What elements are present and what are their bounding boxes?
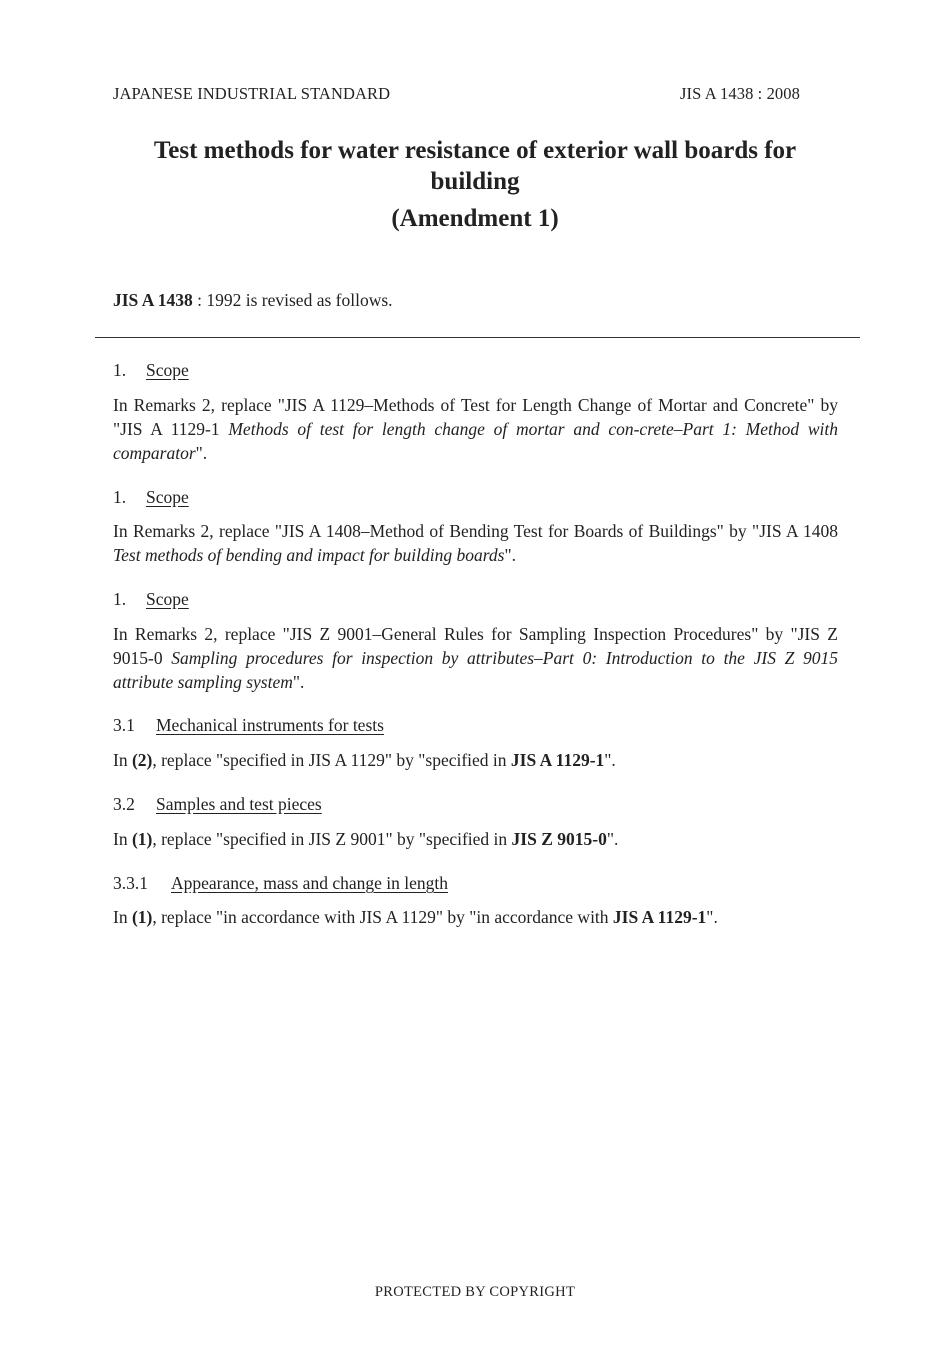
copyright-footer: PROTECTED BY COPYRIGHT [374, 1284, 576, 1300]
section-heading [113, 873, 448, 894]
section-heading [113, 487, 189, 508]
section-title: Appearance, mass and change in length [171, 873, 448, 893]
section-number: 3.3.1 [113, 873, 148, 893]
section-number: 3.1 [113, 715, 135, 735]
section-body [113, 748, 838, 772]
section-text-end: ". [706, 907, 718, 927]
section-italic-title: Methods of test for length change of mortar and con-crete–Part 1: Method with comparator [113, 419, 838, 463]
section-body [113, 519, 838, 567]
item-reference: (2) [131, 750, 153, 770]
item-reference: (1) [131, 829, 153, 849]
section-heading [113, 715, 384, 736]
section-number: 1. [113, 487, 127, 507]
section-text: In Remarks 2, replace "JIS Z 9001–General Rules for Sampling Inspection Procedures" by "JIS Z 9015-0 [113, 624, 838, 668]
section-text-mid: , replace "specified in JIS A 1129" by "specified in [152, 750, 511, 770]
section-text: In [113, 829, 132, 849]
section-body [113, 622, 838, 694]
section-text-end: ". [606, 829, 619, 849]
section-italic-title: Sampling procedures for inspection by attributes–Part 0: Introduction to the JIS Z 9015 attribute sampling system [113, 648, 839, 692]
section-text: In [113, 907, 132, 927]
section-title: Samples and test pieces [156, 794, 322, 814]
section-number: 3.2 [113, 794, 135, 814]
section-italic-title: Test methods of bending and impact for building boards [113, 545, 505, 565]
header-standard-label: JAPANESE INDUSTRIAL STANDARD [113, 84, 391, 103]
section-title: Scope [146, 487, 189, 507]
section-number: 1. [113, 589, 127, 609]
section-text-end: ". [292, 672, 305, 692]
standard-reference: JIS A 1129-1 [510, 750, 605, 770]
section-heading [113, 360, 189, 381]
revision-intro-standard: JIS A 1438 [113, 290, 193, 310]
section-title: Scope [146, 589, 189, 609]
standard-reference: JIS Z 9015-0 [511, 829, 607, 849]
standard-reference: JIS A 1129-1 [612, 907, 707, 927]
section-title: Scope [146, 360, 189, 380]
section-text-mid: , replace "in accordance with JIS A 1129" by "in accordance with [152, 907, 613, 927]
section-text-end: ". [604, 750, 616, 770]
revision-intro [113, 290, 393, 311]
divider [95, 337, 860, 338]
section-body [113, 905, 838, 929]
document-title: Test methods for water resistance of exterior wall boards for building [153, 137, 797, 195]
section-number: 1. [113, 360, 127, 380]
section-heading [113, 589, 189, 610]
section-text-end: ". [195, 443, 208, 463]
section-text: In Remarks 2, replace "JIS A 1129–Methods of Test for Length Change of Mortar and Concrete" by "JIS A 1129-1 [113, 395, 838, 439]
section-text-end: ". [504, 545, 517, 565]
amendment-label: (Amendment 1) [391, 205, 559, 232]
section-body [113, 827, 838, 851]
section-heading [113, 794, 322, 815]
section-text: In Remarks 2, replace "JIS A 1408–Method of Bending Test for Boards of Buildings" by "JIS A 1408 [113, 521, 838, 541]
header-standard-number: JIS A 1438 : 2008 [680, 84, 800, 103]
item-reference: (1) [131, 907, 153, 927]
section-text-mid: , replace "specified in JIS Z 9001" by "specified in [152, 829, 512, 849]
section-title: Mechanical instruments for tests [156, 715, 384, 735]
section-body [113, 393, 838, 465]
section-text: In [113, 750, 132, 770]
revision-intro-text: : 1992 is revised as follows. [192, 290, 393, 310]
